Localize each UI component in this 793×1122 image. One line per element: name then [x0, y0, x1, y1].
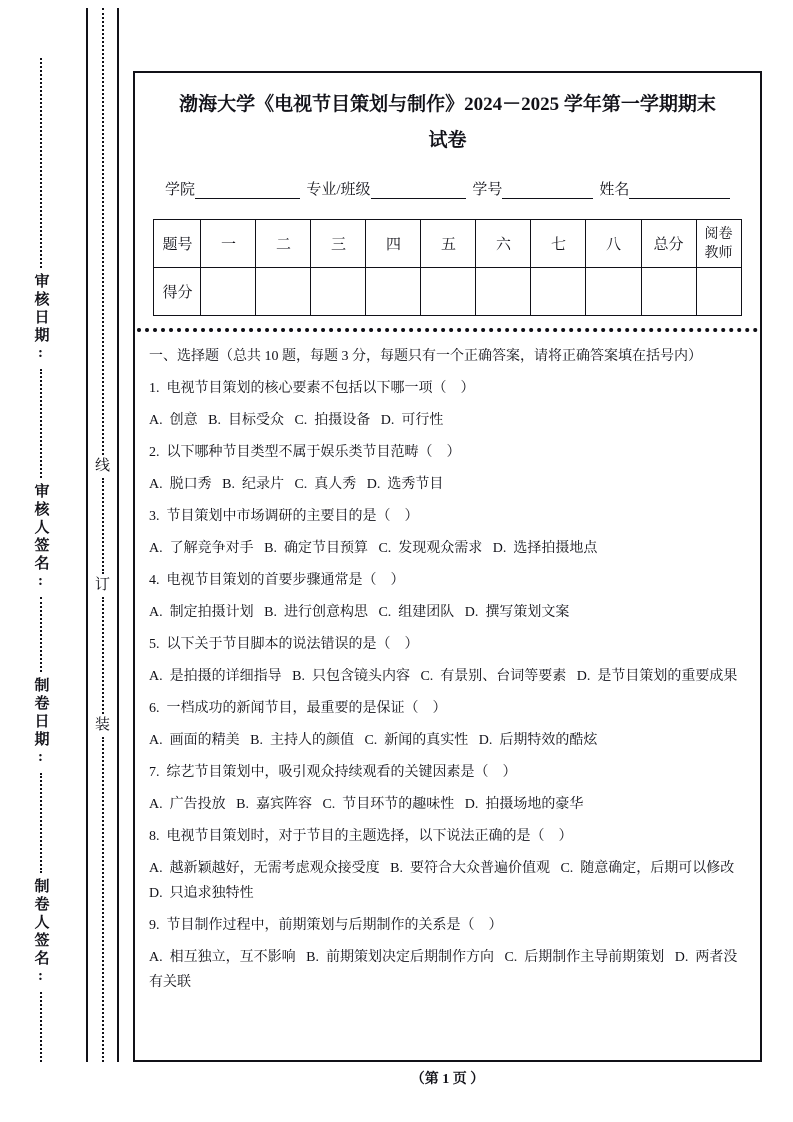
score-table-header-row	[154, 220, 741, 268]
dotted-line-segment	[40, 773, 42, 873]
question-stem: 2. 以下哪种节目类型不属于娱乐类节目范畴（ ）	[149, 445, 461, 460]
score-cell	[586, 268, 641, 316]
col-header-2: 二	[256, 220, 311, 268]
question-stem: 7. 综艺节目策划中，吸引观众持续观看的关键因素是（ ）	[149, 765, 517, 780]
binding-strip	[86, 8, 119, 1062]
grader-cell	[696, 268, 741, 316]
school-label: 学院	[165, 182, 196, 198]
paper-title	[149, 87, 746, 159]
paper-maker-signature-label: 制卷人签名:	[32, 878, 49, 988]
col-header-3: 三	[311, 220, 366, 268]
col-header-6: 六	[476, 220, 531, 268]
col-header-7: 七	[531, 220, 586, 268]
binding-char-zhuang: 装	[94, 717, 110, 734]
exam-content	[149, 344, 746, 995]
question-options: A. 是拍摄的详细指导 B. 只包含镜头内容 C. 有景别、台词等要素 D. 是节目策划的重要成果	[149, 669, 738, 684]
score-cell	[201, 268, 256, 316]
dotted-line-segment	[40, 369, 42, 479]
dotted-line-segment	[40, 992, 42, 1062]
page-number: （第 1 页 ）	[410, 1072, 485, 1087]
question-stem: 3. 节目策划中市场调研的主要目的是（ ）	[149, 509, 419, 524]
col-header-5: 五	[421, 220, 476, 268]
name-blank	[629, 178, 730, 199]
score-cell	[421, 268, 476, 316]
school-blank	[195, 178, 300, 199]
question-options: A. 相互独立，互不影响 B. 前期策划决定后期制作方向 C. 后期制作主导前期策划 D. 两者没有关联	[149, 950, 738, 990]
binding-char-ding: 订	[94, 577, 110, 594]
question-options: A. 广告投放 B. 嘉宾阵容 C. 节目环节的趣味性 D. 拍摄场地的豪华	[149, 797, 584, 812]
title-line1: 渤海大学《电视节目策划与制作》2024－2025 学年第一学期期末	[179, 94, 716, 115]
score-cell	[476, 268, 531, 316]
binding-dotted-segment	[102, 8, 104, 455]
score-table-score-row	[154, 268, 741, 316]
binding-dotted-segment	[102, 478, 104, 574]
col-header-1: 一	[201, 220, 256, 268]
score-cell	[366, 268, 421, 316]
reviewer-signature-label: 审核人签名:	[32, 483, 49, 593]
dotted-line-segment	[40, 58, 42, 268]
dotted-line-segment	[40, 597, 42, 672]
question-options: A. 制定拍摄计划 B. 进行创意构思 C. 组建团队 D. 撰写策划文案	[149, 605, 570, 620]
question-stem: 5. 以下关于节目脚本的说法错误的是（ ）	[149, 637, 419, 652]
left-signature-column	[28, 58, 54, 1062]
student-info-row	[149, 175, 746, 199]
exam-paper	[133, 71, 762, 1062]
student-id-blank	[502, 178, 593, 199]
name-label: 姓名	[599, 182, 630, 198]
binding-char-xian: 线	[94, 457, 110, 474]
score-cell	[531, 268, 586, 316]
binding-dotted-segment	[102, 737, 104, 1062]
col-header-4: 四	[366, 220, 421, 268]
score-table	[153, 219, 741, 316]
question-stem: 1. 电视节目策划的核心要素不包括以下哪一项（ ）	[149, 381, 475, 396]
col-header-8: 八	[586, 220, 641, 268]
paper-making-date-label: 制卷日期:	[32, 677, 49, 769]
question-stem: 6. 一档成功的新闻节目，最重要的是保证（ ）	[149, 701, 447, 716]
question-options: A. 创意 B. 目标受众 C. 拍摄设备 D. 可行性	[149, 413, 444, 428]
question-options: A. 越新颖越好，无需考虑观众接受度 B. 要符合大众普遍价值观 C. 随意确定，后期可以修改 D. 只追求独特性	[149, 861, 745, 901]
major-class-blank	[371, 178, 467, 199]
major-class-label: 专业/班级	[306, 182, 371, 198]
binding-dotted-segment	[102, 597, 104, 714]
question-options: A. 脱口秀 B. 纪录片 C. 真人秀 D. 选秀节目	[149, 477, 444, 492]
question-stem: 8. 电视节目策划时，对于节目的主题选择，以下说法正确的是（ ）	[149, 829, 573, 844]
score-cell	[256, 268, 311, 316]
title-line2: 试卷	[428, 130, 467, 151]
question-stem: 9. 节目制作过程中，前期策划与后期制作的关系是（ ）	[149, 918, 503, 933]
score-cell	[311, 268, 366, 316]
score-row-header: 得分	[154, 268, 201, 316]
question-stem: 4. 电视节目策划的首要步骤通常是（ ）	[149, 573, 405, 588]
section-title: 一、选择题（总共 10 题，每题 3 分，每题只有一个正确答案，请将正确答案填在括号内）	[149, 349, 702, 364]
grader-header: 阅卷教师	[696, 220, 741, 268]
total-score-cell	[641, 268, 696, 316]
dotted-separator	[137, 328, 758, 332]
review-date-label: 审核日期:	[32, 272, 49, 364]
question-options: A. 了解竞争对手 B. 确定节目预算 C. 发现观众需求 D. 选择拍摄地点	[149, 541, 598, 556]
question-no-header: 题号	[154, 220, 201, 268]
total-score-header: 总分	[641, 220, 696, 268]
question-options: A. 画面的精美 B. 主持人的颜值 C. 新闻的真实性 D. 后期特效的酷炫	[149, 733, 598, 748]
student-id-label: 学号	[472, 182, 503, 198]
